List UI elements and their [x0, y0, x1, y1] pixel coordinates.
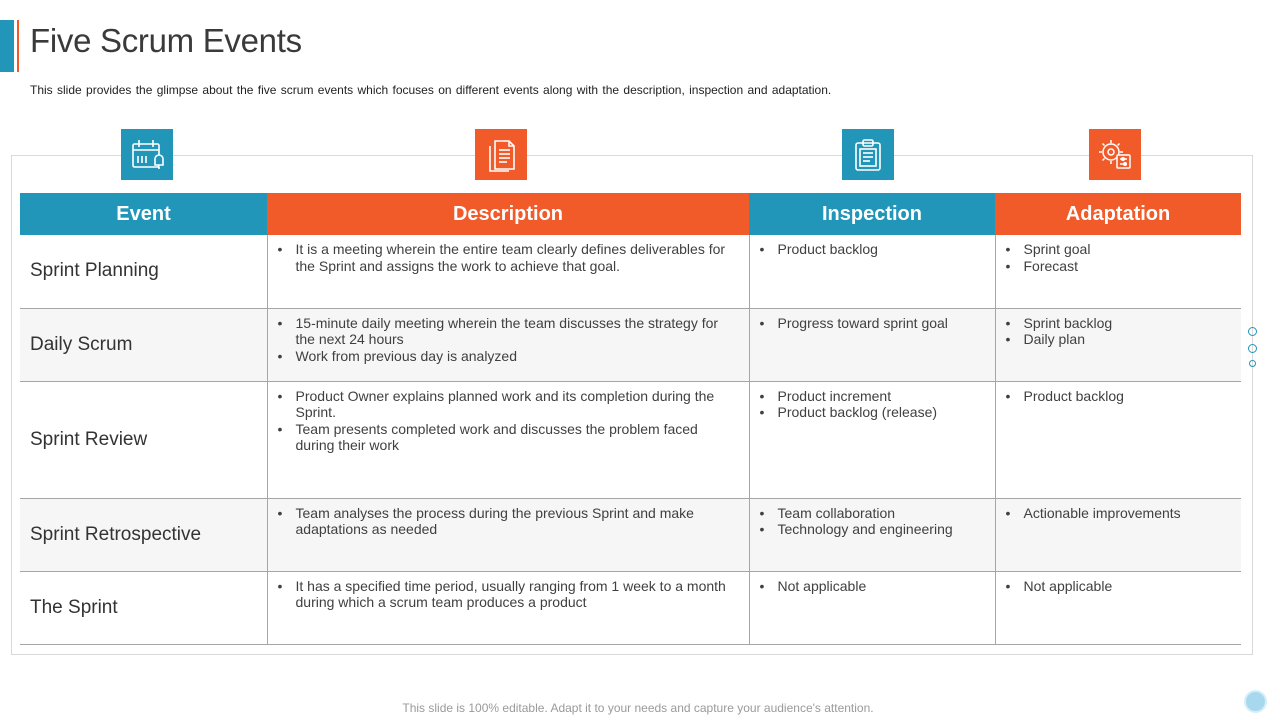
event-cell: The Sprint: [20, 571, 267, 644]
list-item: • Forecast: [1024, 258, 1224, 275]
table-header-row: [20, 193, 1241, 235]
calendar-icon: [127, 135, 167, 175]
event-cell: Daily Scrum: [20, 308, 267, 381]
list-item: • It has a specified time period, usually ranging from 1 week to a month during which a scrum team produces a product: [296, 578, 731, 611]
settings-icon: [1095, 135, 1135, 175]
list-item: • Technology and engineering: [778, 521, 977, 538]
clipboard-icon: [848, 135, 888, 175]
description-icon-box: [475, 129, 527, 180]
header-description: Description: [267, 193, 749, 235]
event-cell: Sprint Planning: [20, 235, 267, 308]
list-item: • Team collaboration: [778, 505, 977, 522]
inspection-cell: [749, 498, 995, 571]
event-cell: Sprint Review: [20, 381, 267, 498]
list-item: • Sprint goal: [1024, 241, 1224, 258]
slide-nav-dots: [1248, 327, 1257, 375]
list-item: • Product backlog (release): [778, 404, 977, 421]
adaptation-icon-box: [1089, 129, 1141, 180]
inspection-cell: [749, 308, 995, 381]
list-item: • Not applicable: [778, 578, 977, 595]
table-row: [20, 381, 1241, 498]
description-cell: [267, 235, 749, 308]
list-item: • Progress toward sprint goal: [778, 315, 977, 332]
inspection-cell: [749, 381, 995, 498]
description-cell: [267, 571, 749, 644]
adaptation-cell: [995, 571, 1241, 644]
nav-dot[interactable]: [1248, 327, 1257, 336]
list-item: • Product Owner explains planned work and its completion during the Sprint.: [296, 388, 731, 421]
description-cell: [267, 381, 749, 498]
adaptation-cell: [995, 308, 1241, 381]
list-item: • Team presents completed work and discusses the problem faced during their work: [296, 421, 731, 454]
inspection-cell: [749, 571, 995, 644]
document-icon: [481, 135, 521, 175]
list-item: • Daily plan: [1024, 331, 1224, 348]
title-accent-bar: [0, 20, 14, 72]
adaptation-cell: [995, 498, 1241, 571]
event-cell: Sprint Retrospective: [20, 498, 267, 571]
page-subtitle: This slide provides the glimpse about the five scrum events which focuses on different events along with the description, inspection and adaptation.: [30, 83, 832, 97]
list-item: • Product increment: [778, 388, 977, 405]
list-item: • Sprint backlog: [1024, 315, 1224, 332]
inspection-cell: [749, 235, 995, 308]
list-item: • 15-minute daily meeting wherein the team discusses the strategy for the next 24 hours: [296, 315, 731, 348]
inspection-icon-box: [842, 129, 894, 180]
adaptation-cell: [995, 381, 1241, 498]
table-row: [20, 498, 1241, 571]
list-item: • Product backlog: [1024, 388, 1224, 405]
footer-note: This slide is 100% editable. Adapt it to your needs and capture your audience's attention.: [402, 701, 874, 715]
page-title: Five Scrum Events: [30, 22, 302, 59]
table-row: [20, 235, 1241, 308]
description-cell: [267, 308, 749, 381]
list-item: • Work from previous day is analyzed: [296, 348, 731, 365]
list-item: • Team analyses the process during the previous Sprint and make adaptations as needed: [296, 505, 731, 538]
table-row: [20, 308, 1241, 381]
table-row: [20, 571, 1241, 644]
scrum-events-table: [20, 193, 1241, 645]
description-cell: [267, 498, 749, 571]
title-accent-line: [17, 20, 19, 72]
header-event: Event: [20, 193, 267, 235]
list-item: • Actionable improvements: [1024, 505, 1224, 522]
header-adaptation: Adaptation: [995, 193, 1241, 235]
list-item: • Product backlog: [778, 241, 977, 258]
header-inspection: Inspection: [749, 193, 995, 235]
nav-dot[interactable]: [1249, 360, 1256, 367]
nav-dot[interactable]: [1248, 344, 1257, 353]
list-item: • Not applicable: [1024, 578, 1224, 595]
adaptation-cell: [995, 235, 1241, 308]
event-icon-box: [121, 129, 173, 180]
list-item: • It is a meeting wherein the entire team clearly defines deliverables for the Sprint and assigns the work to achieve that goal.: [296, 241, 731, 274]
